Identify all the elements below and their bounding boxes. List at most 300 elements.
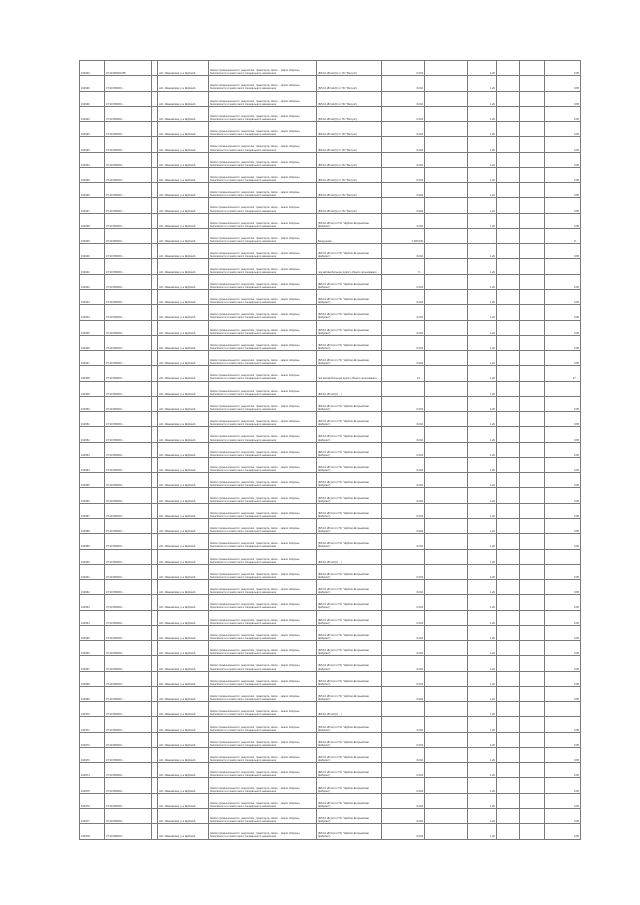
empty-cell [520,778,545,793]
permitted-use: (ВЛ-10 кВ №1(6) от ПС "Вичуга") [317,183,382,198]
permitted-use: (ВЛ-10 кВ №4 от ПС "Шуйско-Егорьевская фабрика") [317,305,382,320]
empty-cell [425,503,468,518]
land-category [209,198,317,213]
empty-cell [497,412,520,427]
empty-cell [497,198,520,213]
empty-cell [425,76,468,91]
row-id: 104975 [80,778,105,793]
cadastral-number: 37:20:050601:… [105,289,152,304]
cadastral-number: 37:20:050601:… [105,381,152,396]
empty-cell [520,396,545,411]
row-id: 104935 [80,167,105,182]
land-category [209,351,317,366]
cadastral-number: 37:20:050601:88 [105,61,152,76]
permitted-use: (ВЛ-10 кВ №4 от ПС "Шуйско-Егорьевская фабрика") [317,518,382,533]
table-row [80,152,581,167]
empty-cell [497,274,520,289]
cadastral-number: 37:20:050601:… [105,427,152,442]
empty-cell [497,549,520,564]
table-row [80,717,581,732]
land-category [209,91,317,106]
land-category [209,137,317,152]
tax-value: 0,05 [545,335,581,350]
rate-value: 1,20 [468,702,497,717]
empty-cell [425,122,468,137]
empty-cell [520,824,545,839]
land-category-text: Земли промышленности, энергетики, транспорта, связи… земли обороны, безопасности и земли иного специального назначения [210,450,301,457]
area-value: 0,004 [382,442,425,457]
area-value: 0,004 [382,305,425,320]
tax-value: 0,05 [545,488,581,503]
empty-cell [520,503,545,518]
table-row [80,91,581,106]
row-id: 104950 [80,396,105,411]
row-id: 104948 [80,366,105,381]
area-value: 0,004 [382,564,425,579]
location: обл. Ивановская, р-н Шуйский [158,61,209,76]
empty-cell [497,61,520,76]
row-id: 104937 [80,198,105,213]
land-category-text: Земли промышленности, энергетики, транспорта, связи… земли обороны, безопасности и земли иного специального назначения [210,496,301,503]
permitted-use: (ВЛ-10 кВ №1(6) от ПС "Вичуга") [317,137,382,152]
permitted-use: (ВЛ-10 кВ №4 от ПС "Шуйско-Егорьевская фабрика") [317,213,382,228]
area-value: 0,004 [382,320,425,335]
land-category [209,122,317,137]
rate-value: 1,20 [468,503,497,518]
row-id: 104949 [80,381,105,396]
empty-cell [520,122,545,137]
tax-value: 0,05 [545,137,581,152]
empty-cell [497,259,520,274]
empty-cell [520,198,545,213]
empty-cell [425,183,468,198]
rate-value: 1,20 [468,580,497,595]
cadastral-number: 37:20:050601:… [105,442,152,457]
empty-cell [520,610,545,625]
table-row [80,534,581,549]
land-category [209,534,317,549]
empty-cell [497,366,520,381]
land-category [209,305,317,320]
rate-value: 1,20 [468,76,497,91]
land-category-text: Земли промышленности, энергетики, транспорта, связи… земли обороны, безопасности и земли иного специального назначения [210,374,301,381]
empty-cell [497,335,520,350]
tax-value: 0,05 [545,534,581,549]
empty-cell [425,167,468,182]
tax-value: 0,05 [545,564,581,579]
table-row [80,244,581,259]
cadastral-number: 37:20:050601:… [105,625,152,640]
empty-cell [520,580,545,595]
area-value: 0,004 [382,274,425,289]
location: обл. Ивановская, р-н Шуйский [158,671,209,686]
table-row [80,518,581,533]
empty-cell [497,793,520,808]
empty-cell [520,259,545,274]
tax-value: 0,05 [545,763,581,778]
table-row [80,412,581,427]
rate-value: 1,20 [468,351,497,366]
land-category-text: Земли промышленности, энергетики, транспорта, связи… земли обороны, безопасности и земли иного специального назначения [210,511,301,518]
tax-value: 0,05 [545,61,581,76]
land-category-text: Земли промышленности, энергетики, транспорта, связи… земли обороны, безопасности и земли иного специального назначения [210,130,301,137]
cadastral-number: 37:20:050601:… [105,320,152,335]
land-category [209,244,317,259]
empty-cell [497,152,520,167]
area-value: 0,004 [382,717,425,732]
land-category-text: Земли промышленности, энергетики, транспорта, связи… земли обороны, безопасности и земли иного специального назначения [210,664,301,671]
permitted-use: (ВЛ-10 кВ №4 от ПС "Шуйско-Егорьевская фабрика") [317,503,382,518]
cadastral-number: 37:20:050601:… [105,564,152,579]
empty-cell [520,702,545,717]
land-category [209,518,317,533]
table-row [80,137,581,152]
cadastral-number: 37:20:050601:… [105,366,152,381]
land-category [209,457,317,472]
table-row [80,473,581,488]
empty-cell [520,809,545,824]
location: обл. Ивановская, р-н Шуйский [158,244,209,259]
cadastral-number: 37:20:050601:… [105,183,152,198]
area-value: 0,004 [382,686,425,701]
row-id: 104968 [80,671,105,686]
row-id: 104957 [80,503,105,518]
location: обл. Ивановская, р-н Шуйский [158,763,209,778]
table-row [80,580,581,595]
table-row [80,656,581,671]
rate-value: 1,20 [468,534,497,549]
row-id: 104953 [80,442,105,457]
row-id: 104966 [80,641,105,656]
table-row [80,625,581,640]
empty-cell [425,305,468,320]
empty-cell [425,824,468,839]
table-row [80,671,581,686]
rate-value: 1,20 [468,122,497,137]
row-id: 104930 [80,137,105,152]
empty-cell [520,228,545,243]
land-category-text: Земли промышленности, энергетики, транспорта, связи… земли обороны, безопасности и земли иного специального назначения [210,84,301,91]
area-value: 0,004 [382,122,425,137]
table-row [80,122,581,137]
empty-cell [425,732,468,747]
permitted-use: (ВЛ-10 кВ №4 от ПС "Шуйско-Егорьевская фабрика") [317,656,382,671]
table-row [80,503,581,518]
land-category-text: Земли промышленности, энергетики, транспорта, связи… земли обороны, безопасности и земли иного специального назначения [210,191,301,198]
area-value: 0,004 [382,595,425,610]
tax-value: 0,05 [545,320,581,335]
row-id: 104946 [80,335,105,350]
cadastral-number: 37:20:050601:… [105,747,152,762]
table-row [80,549,581,564]
tax-value: 0,05 [545,747,581,762]
cadastral-number: 37:20:050601:… [105,824,152,839]
permitted-use: (ВЛ-10 кВ №4 от ПС "Шуйско-Егорьевская фабрика") [317,747,382,762]
land-category-text: Земли промышленности, энергетики, транспорта, связи… земли обороны, безопасности и земли иного специального назначения [210,435,301,442]
rate-value: 1,20 [468,366,497,381]
land-category-text: Земли промышленности, энергетики, транспорта, связи… земли обороны, безопасности и земли иного специального назначения [210,633,301,640]
tax-value: 0,05 [545,457,581,472]
rate-value: 1,20 [468,167,497,182]
location: обл. Ивановская, р-н Шуйский [158,595,209,610]
location: обл. Ивановская, р-н Шуйский [158,747,209,762]
cadastral-number: 37:20:050601:… [105,518,152,533]
land-category [209,396,317,411]
empty-cell [497,595,520,610]
cadastral-number: 37:20:050601:… [105,137,152,152]
land-category [209,106,317,121]
table-row [80,396,581,411]
empty-cell [520,61,545,76]
land-category-text: Земли промышленности, энергетики, транспорта, связи… земли обороны, безопасности и земли иного специального назначения [210,740,301,747]
tax-value: 0,05 [545,793,581,808]
empty-cell [520,625,545,640]
rate-value: 1,20 [468,763,497,778]
permitted-use: (ВЛ-10 кВ №1(6) от ПС "Вичуга") [317,167,382,182]
area-value: 0,004 [382,473,425,488]
tax-value: 0,05 [545,106,581,121]
cadastral-number: 37:20:050601:… [105,549,152,564]
permitted-use: (ВЛ-10 кВ №1(6) …) [317,702,382,717]
empty-cell [497,244,520,259]
empty-cell [497,641,520,656]
land-category-text: Земли промышленности, энергетики, транспорта, связи… земли обороны, безопасности и земли иного специального назначения [210,404,301,412]
area-value: 0,004 [382,641,425,656]
rate-value: 1,20 [468,625,497,640]
empty-cell [497,610,520,625]
location: обл. Ивановская, р-н Шуйский [158,152,209,167]
tax-value: 0,05 [545,778,581,793]
table-row [80,320,581,335]
empty-cell [520,183,545,198]
location: обл. Ивановская, р-н Шуйский [158,305,209,320]
empty-cell [520,137,545,152]
land-category-text: Земли промышленности, энергетики, транспорта, связи… земли обороны, безопасности и земли иного специального назначения [210,328,301,335]
area-value: 0,004 [382,396,425,411]
empty-cell [520,457,545,472]
location: обл. Ивановская, р-н Шуйский [158,686,209,701]
row-id: 104964 [80,610,105,625]
tax-value: 0,05 [545,213,581,228]
table-row [80,351,581,366]
rate-value: 1,20 [468,732,497,747]
location: обл. Ивановская, р-н Шуйский [158,381,209,396]
empty-cell [497,580,520,595]
permitted-use: (ВЛ-10 кВ №1(6) от ПС "Вичуга") [317,91,382,106]
area-value: 0,004 [382,625,425,640]
empty-cell [425,747,468,762]
empty-cell [425,274,468,289]
area-value: 0,004 [382,747,425,762]
row-id: 104969 [80,686,105,701]
permitted-use: (ВЛ-10 кВ №1(6) …) [317,549,382,564]
land-category-text: Земли промышленности, энергетики, транспорта, связи… земли обороны, безопасности и земли иного специального назначения [210,542,301,549]
empty-cell [520,244,545,259]
land-category-text: Земли промышленности, энергетики, транспорта, связи… земли обороны, безопасности и земли иного специального назначения [210,206,301,213]
land-category-text: Земли промышленности, энергетики, транспорта, связи… земли обороны, безопасности и земли иного специального назначения [210,710,301,717]
empty-cell [520,320,545,335]
land-category-text: Земли промышленности, энергетики, транспорта, связи… земли обороны, безопасности и земли иного специального назначения [210,786,301,793]
row-id: 104958 [80,518,105,533]
tax-value: 0,05 [545,351,581,366]
area-value: 7 445,000 [382,228,425,243]
area-value: 0,004 [382,488,425,503]
land-category [209,320,317,335]
rate-value: 1,20 [468,396,497,411]
rate-value: 1,20 [468,641,497,656]
cadastral-number: 37:20:050601:… [105,213,152,228]
cadastral-number: 37:20:050601:… [105,778,152,793]
permitted-use: (ВЛ-10 кВ №4 от ПС "Шуйско-Егорьевская фабрика") [317,442,382,457]
permitted-use: (ВЛ-10 кВ №4 от ПС "Шуйско-Егорьевская фабрика") [317,457,382,472]
land-category [209,564,317,579]
rate-value: 1,20 [468,809,497,824]
rate-value: 1,20 [468,106,497,121]
tax-value: 17 … [545,366,581,381]
permitted-use: (ВЛ-10 кВ №4 от ПС "Шуйско-Егорьевская фабрика") [317,778,382,793]
empty-cell [520,763,545,778]
empty-cell [497,351,520,366]
empty-cell [520,381,545,396]
land-category-text: Земли промышленности, энергетики, транспорта, связи… земли обороны, безопасности и земли иного специального назначения [210,389,301,396]
land-category [209,580,317,595]
area-value: 0,004 [382,732,425,747]
land-category-text: Земли промышленности, энергетики, транспорта, связи… земли обороны, безопасности и земли иного специального назначения [210,282,301,289]
area-value: 0,004 [382,198,425,213]
cadastral-number: 37:20:050601:… [105,503,152,518]
rate-value: … [468,228,497,243]
row-id: 104930 [80,106,105,121]
location: обл. Ивановская, р-н Шуйский [158,412,209,427]
tax-value: 0,05 [545,625,581,640]
land-category-text: Земли промышленности, энергетики, транспорта, связи… земли обороны, безопасности и земли иного специального назначения [210,679,301,686]
tax-value: 0,05 [545,76,581,91]
location: обл. Ивановская, р-н Шуйский [158,778,209,793]
tax-value: 0,05 [545,503,581,518]
cadastral-number: 37:20:050601:… [105,152,152,167]
empty-cell [497,702,520,717]
area-value: 0,004 [382,244,425,259]
location: обл. Ивановская, р-н Шуйский [158,396,209,411]
land-category [209,473,317,488]
rate-value: 1,20 [468,717,497,732]
empty-cell [497,671,520,686]
tax-value: 0,05 [545,396,581,411]
empty-cell [497,534,520,549]
row-id: 104960 [80,549,105,564]
table-row [80,274,581,289]
empty-cell [425,518,468,533]
empty-cell [520,671,545,686]
rate-value: 1,20 [468,412,497,427]
empty-cell [425,717,468,732]
land-category-text: Земли промышленности, энергетики, транспорта, связи… земли обороны, безопасности и земли иного специального назначения [210,252,301,259]
location: обл. Ивановская, р-н Шуйский [158,198,209,213]
location: обл. Ивановская, р-н Шуйский [158,824,209,839]
permitted-use: (ВЛ-10 кВ №4 от ПС "Шуйско-Егорьевская фабрика") [317,763,382,778]
cadastral-number: 37:20:050601:… [105,717,152,732]
area-value: 0,004 [382,183,425,198]
tax-value: 0,05 [545,473,581,488]
permitted-use: (ВЛ-10 кВ №1(6) от ПС "Вичуга") [317,106,382,121]
area-value: … [382,381,425,396]
tax-value: 0,05 [545,732,581,747]
empty-cell [497,183,520,198]
table-row [80,824,581,839]
empty-cell [497,381,520,396]
rate-value: 1,20 [468,595,497,610]
empty-cell [520,152,545,167]
land-plot-table [79,60,581,840]
empty-cell [497,473,520,488]
permitted-use: (ВЛ-10 кВ №4 от ПС "Шуйско-Егорьевская фабрика") [317,625,382,640]
location: обл. Ивановская, р-н Шуйский [158,228,209,243]
land-category-text: Земли промышленности, энергетики, транспорта, связи… земли обороны, безопасности и земли иного специального назначения [210,420,301,427]
row-id: 104954 [80,457,105,472]
land-category [209,274,317,289]
area-value: 0,004 [382,351,425,366]
cadastral-number: 37:20:050601:… [105,488,152,503]
row-id: 104978 [80,824,105,839]
row-id: 104930 [80,122,105,137]
location: обл. Ивановская, р-н Шуйский [158,427,209,442]
tax-value: 0,05 [545,610,581,625]
tax-value: 0,05 [545,824,581,839]
land-category-text: Земли промышленности, энергетики, транспорта, связи… земли обороны, безопасности и земли иного специального назначения [210,588,301,595]
row-id: 104961 [80,564,105,579]
tax-value: 0,05 [545,152,581,167]
row-id: 104962 [80,580,105,595]
location: обл. Ивановская, р-н Шуйский [158,473,209,488]
tax-value: 0,05 [545,671,581,686]
location: обл. Ивановская, р-н Шуйский [158,610,209,625]
rate-value: 1,20 [468,778,497,793]
empty-cell [425,442,468,457]
permitted-use: (ВЛ-10 кВ №4 от ПС "Шуйско-Егорьевская фабрика") [317,610,382,625]
cadastral-number: 37:20:050601:… [105,259,152,274]
rate-value: 1,20 [468,518,497,533]
location: обл. Ивановская, р-н Шуйский [158,457,209,472]
location: обл. Ивановская, р-н Шуйский [158,625,209,640]
empty-cell [425,91,468,106]
area-value: 0,004 [382,61,425,76]
row-id: 104976 [80,793,105,808]
cadastral-number: 37:20:050601:… [105,763,152,778]
land-category-text: Земли промышленности, энергетики, транспорта, связи… земли обороны, безопасности и земли иного специального назначения [210,465,301,473]
permitted-use: под автомобильную дорогу общего пользования [317,366,382,381]
rate-value: 1,20 [468,442,497,457]
empty-cell [425,351,468,366]
cadastral-number: 37:20:050601:… [105,228,152,243]
location: обл. Ивановская, р-н Шуйский [158,656,209,671]
permitted-use: (ВЛ-10 кВ №4 от ПС "Шуйско-Егорьевская фабрика") [317,824,382,839]
empty-cell [497,809,520,824]
area-value: 0,004 [382,610,425,625]
empty-cell [425,152,468,167]
location: обл. Ивановская, р-н Шуйский [158,106,209,121]
rate-value: 1,20 [468,152,497,167]
location: обл. Ивановская, р-н Шуйский [158,702,209,717]
land-category-text: Земли промышленности, энергетики, транспорта, связи… земли обороны, безопасности и земли иного специального назначения [210,817,301,824]
table-row [80,183,581,198]
empty-cell [425,473,468,488]
cadastral-number: 37:20:050601:… [105,244,152,259]
cadastral-number: 37:20:050601:… [105,335,152,350]
rate-value: 1,20 [468,183,497,198]
land-category [209,167,317,182]
table-row [80,732,581,747]
empty-cell [425,198,468,213]
